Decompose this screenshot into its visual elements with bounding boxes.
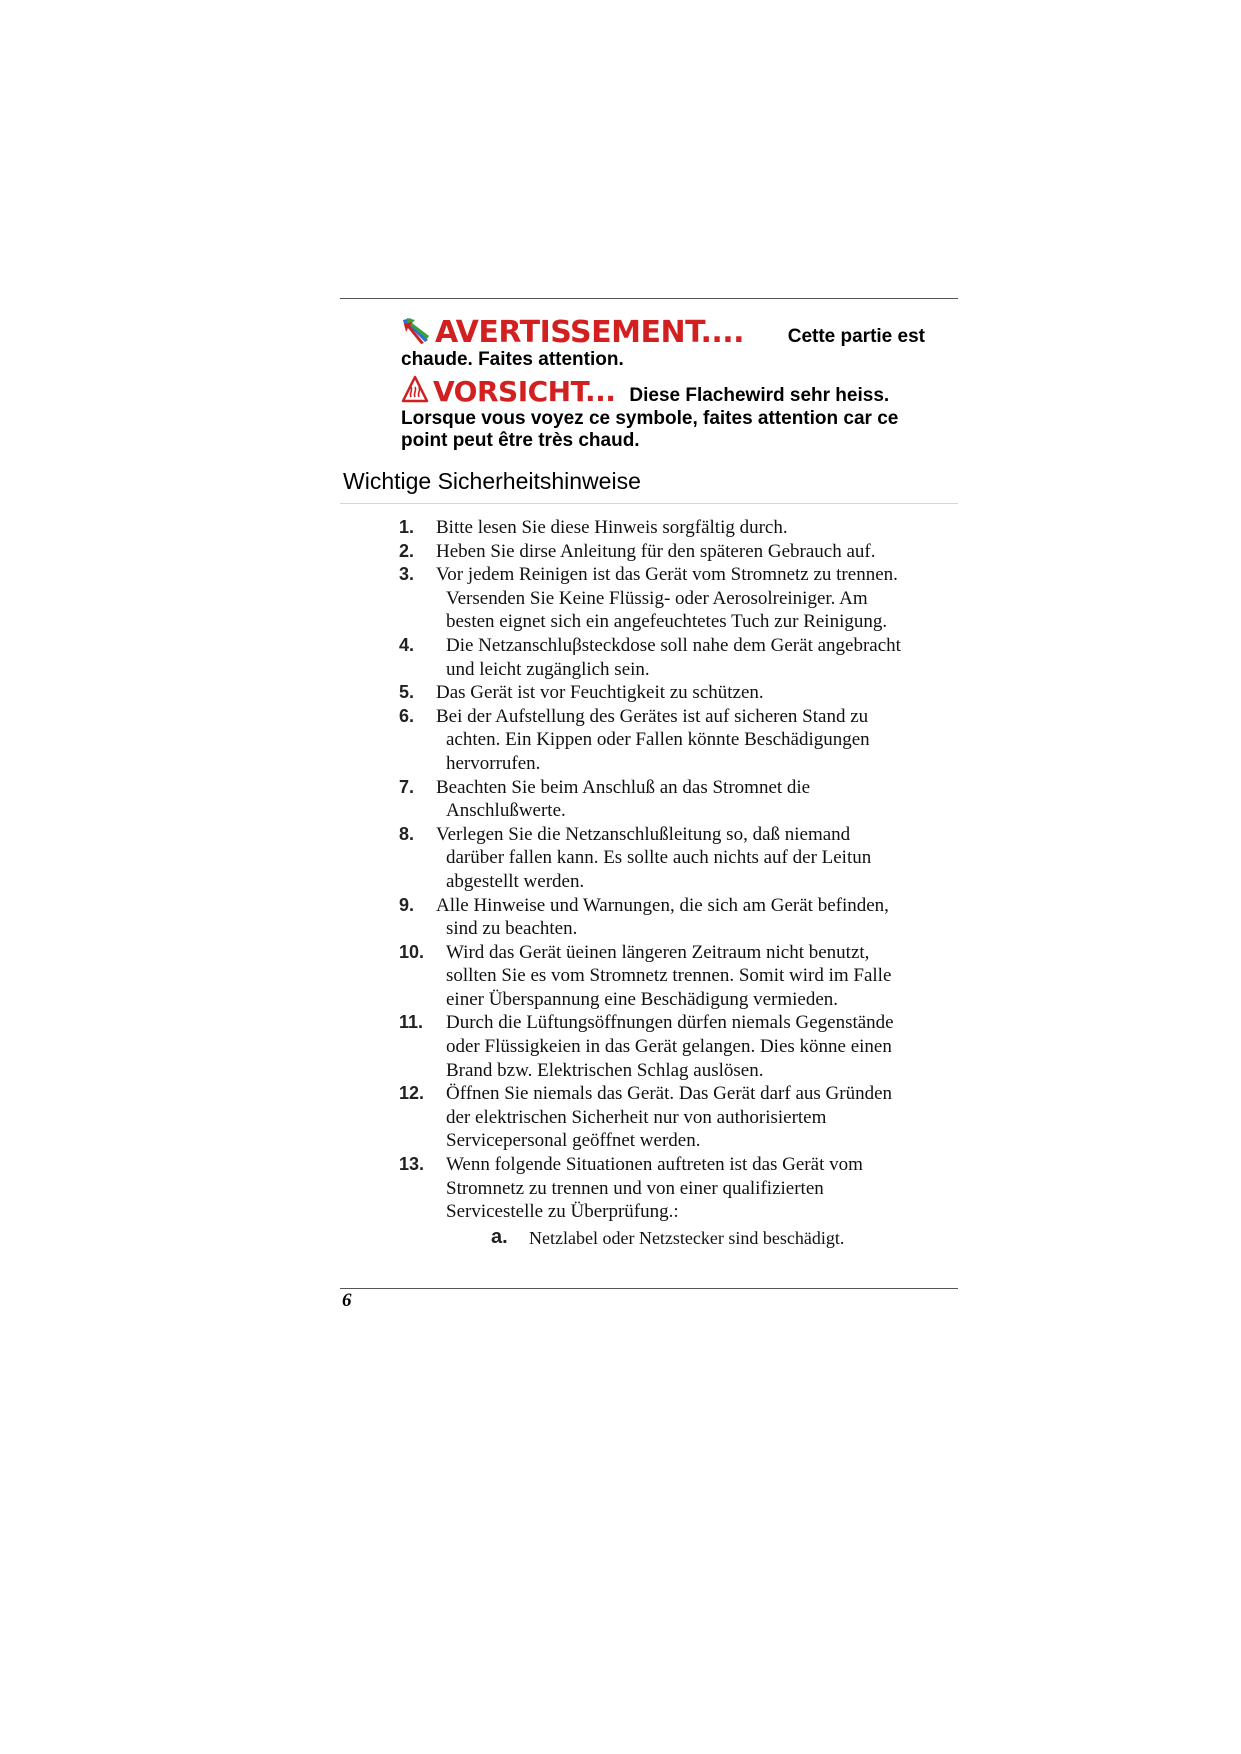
item-line: sollten Sie es vom Stromnetz trennen. Somit wird im Falle [446, 965, 892, 987]
item-line: hervorrufen. [446, 752, 541, 774]
item-number: 12. [399, 1083, 425, 1104]
item-line: Servicestelle zu Überprüfung.: [446, 1201, 679, 1223]
warning-text [401, 408, 921, 452]
item-line: einer Überspannung eine Beschädigung vermieden. [446, 988, 839, 1010]
sub-item-letter: a. [491, 1225, 508, 1248]
item-number: 3. [399, 564, 415, 585]
item-line: und leicht zugänglich sein. [446, 658, 650, 680]
safety-instructions-list [399, 516, 939, 1250]
item-line: der elektrischen Sicherheit nur von authorisiertem [446, 1106, 827, 1128]
item-line: darüber fallen kann. Es sollte auch nichts auf der Leitun [446, 847, 872, 869]
sub-list-item [436, 1227, 939, 1250]
item-line: Das Gerät ist vor Feuchtigkeit zu schützen. [436, 682, 764, 704]
item-line: achten. Ein Kippen oder Fallen könnte Beschädigungen [446, 729, 870, 751]
list-item [399, 1153, 939, 1250]
item-line: sind zu beachten. [446, 918, 578, 940]
item-number: 10. [399, 941, 425, 962]
item-line: Wird das Gerät üeinen längeren Zeitraum nicht benutzt, [446, 941, 870, 963]
list-item [399, 1011, 939, 1082]
item-number: 2. [399, 540, 415, 561]
item-number: 6. [399, 705, 415, 726]
item-line: Heben Sie dirse Anleitung für den späteren Gebrauch auf. [436, 540, 876, 562]
list-item [399, 516, 939, 540]
bottom-rule [340, 1288, 958, 1289]
section-rule [340, 503, 958, 504]
item-line: Öffnen Sie niemals das Gerät. Das Gerät darf aus Gründen [446, 1083, 892, 1105]
item-line: Stromnetz zu trennen und von einer qualifizierten [446, 1177, 824, 1199]
hot-surface-arrows-icon [401, 316, 431, 349]
hot-surface-triangle-icon [401, 375, 429, 408]
item-line: besten eignet sich ein angefeuchtetes Tuch zur Reinigung. [446, 611, 888, 633]
item-line: Alle Hinweise und Warnungen, die sich am Gerät befinden, [436, 894, 889, 916]
list-item [399, 894, 939, 941]
warning-german [401, 374, 931, 452]
item-number: 1. [399, 517, 415, 537]
item-line: Die Netzanschluβsteckdose soll nahe dem Gerät angebracht [446, 634, 901, 656]
page-number: 6 [342, 1290, 352, 1311]
item-line: Servicepersonal geöffnet werden. [446, 1130, 701, 1152]
item-line: abgestellt werden. [446, 870, 585, 892]
item-line: Vor jedem Reinigen ist das Gerät vom Stromnetz zu trennen. [436, 564, 898, 586]
list-item [399, 705, 939, 776]
list-item [399, 823, 939, 894]
warning-french [401, 315, 931, 371]
warning-text: chaude. Faites attention. [401, 349, 624, 370]
warning-word-vorsicht: VORSICHT... [433, 374, 616, 408]
list-item [399, 1082, 939, 1153]
item-line: Beachten Sie beim Anschluß an das Stromnet die [436, 776, 811, 798]
warning-text-line: point peut être très chaud. [401, 430, 640, 451]
item-number: 13. [399, 1154, 425, 1175]
item-line: Verlegen Sie die Netzanschlußleitung so, daß niemand [436, 823, 851, 845]
list-item [399, 563, 939, 634]
item-number: 4. [399, 634, 415, 655]
list-item [399, 776, 939, 823]
item-line: Anschlußwerte. [446, 800, 566, 822]
warning-word-avertissement: AVERTISSEMENT.... [435, 314, 745, 350]
item-number: 9. [399, 894, 415, 915]
item-line: Bitte lesen Sie diese Hinweis sorgfältig durch. [436, 517, 788, 538]
section-title: Wichtige Sicherheitshinweise [343, 468, 641, 494]
sub-item-text: Netzlabel oder Netzstecker sind beschädigt. [529, 1227, 845, 1248]
warning-tail-text: Diese Flachewird sehr heiss. [629, 385, 890, 406]
item-line: Versenden Sie Keine Flüssig- oder Aerosolreiniger. Am [446, 587, 868, 609]
item-line: Wenn folgende Situationen auftreten ist das Gerät vom [446, 1154, 863, 1176]
item-number: 5. [399, 682, 415, 703]
item-line: Brand bzw. Elektrischen Schlag auslösen. [446, 1059, 764, 1081]
item-line: Bei der Aufstellung des Gerätes ist auf sicheren Stand zu [436, 705, 869, 727]
item-line: Durch die Lüftungsöffnungen dürfen niemals Gegenstände [446, 1012, 894, 1034]
warning-text-line: Lorsque vous voyez ce symbole, faites attention car ce [401, 408, 899, 429]
list-item [399, 941, 939, 1012]
list-item [399, 634, 939, 681]
item-line: oder Flüssigkeien in das Gerät gelangen. Dies könne einen [446, 1036, 892, 1058]
item-number: 11. [399, 1012, 424, 1033]
list-item [399, 540, 939, 564]
item-number: 7. [399, 776, 415, 797]
warning-tail-text: Cette partie est [787, 326, 925, 347]
top-rule [340, 298, 958, 299]
item-number: 8. [399, 823, 415, 844]
list-item [399, 681, 939, 705]
